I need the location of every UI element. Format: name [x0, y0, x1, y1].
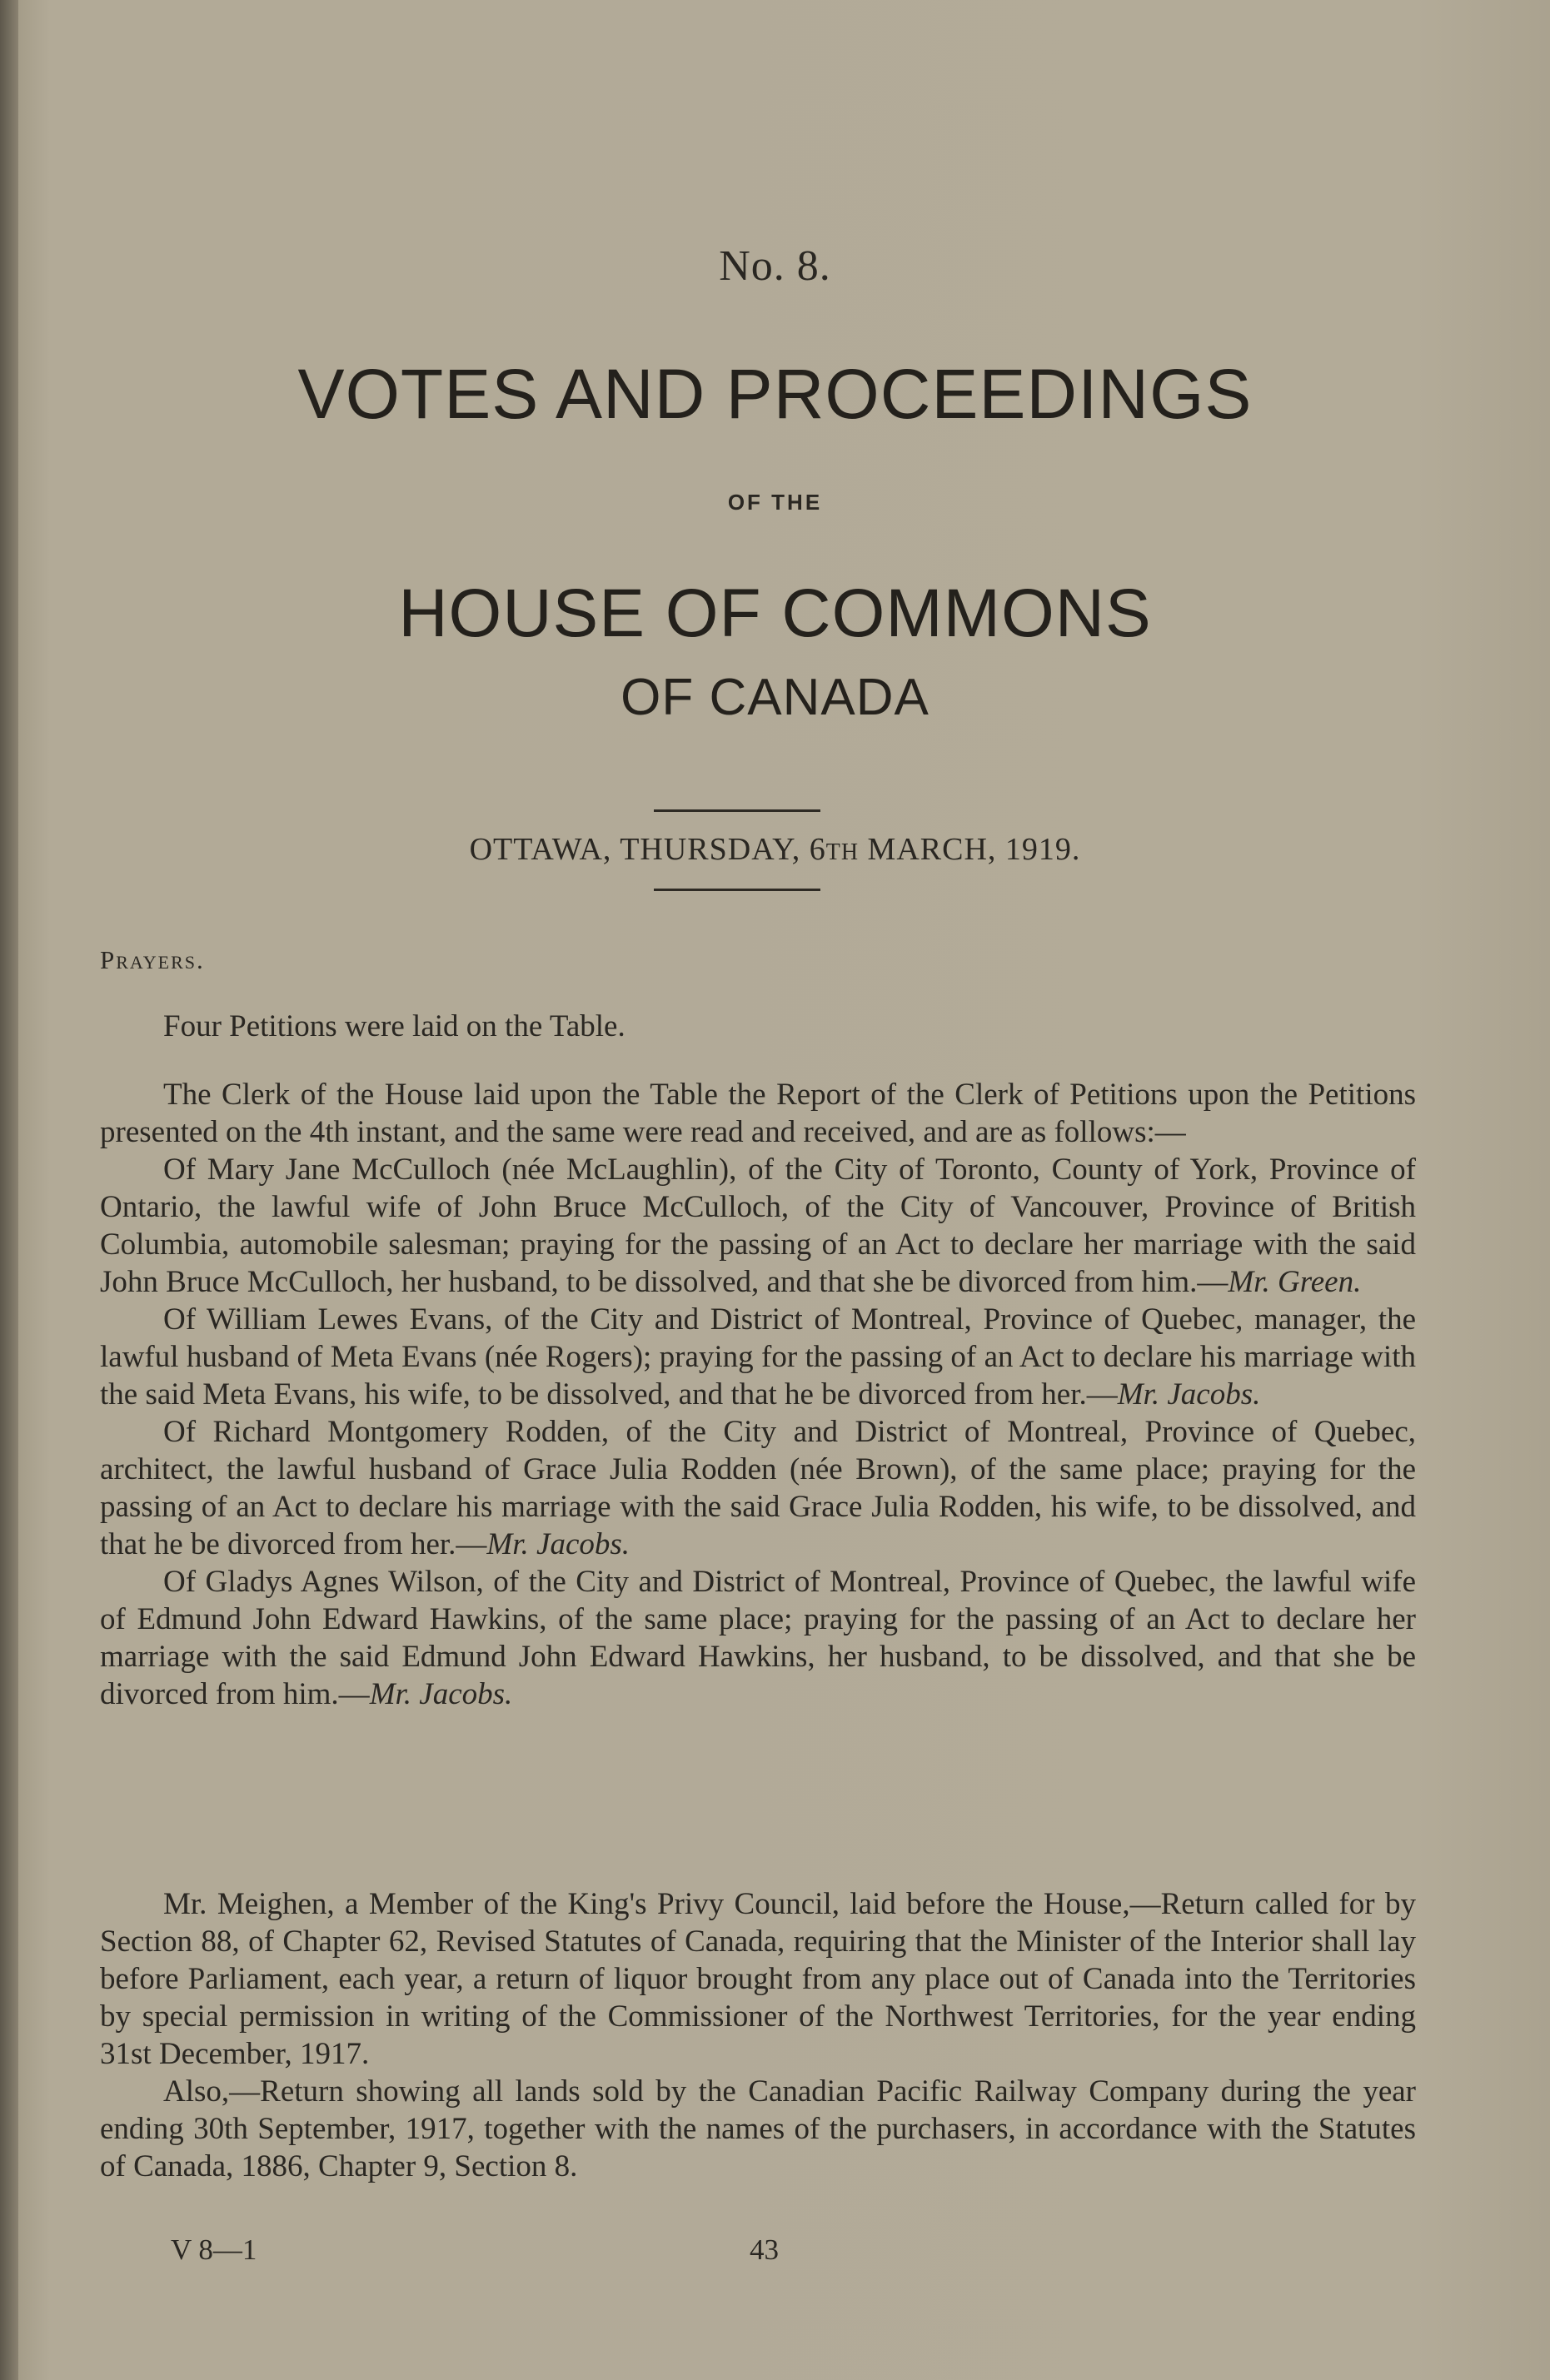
petitions-laid	[100, 1008, 1416, 1045]
meighen-section	[100, 1885, 1416, 2185]
petition-member: Mr. Jacobs.	[369, 1677, 513, 1711]
meighen-return-paragraph: Mr. Meighen, a Member of the King's Privy Council, laid before the House,—Return called for by Section 88, of Chapter 62, Revised Statutes of Canada, requiring that the Minister of the Interior shall lay before Parliament, each year, a return of liquor brought from any place out of Canada into the Territories by special permission in writing of the Commissioner of the Northwest Territories, for the year ending 31st December, 1917.	[100, 1887, 1416, 2071]
dateline-month-year: MARCH, 1919.	[859, 832, 1081, 867]
petition-text: Of Gladys Agnes Wilson, of the City and District of Montreal, Province of Quebec, the lawful wife of Edmund John Edward Hawkins, of the same place; praying for the passing of an Act to declare her marriage with the said Edmund John Edward Hawkins, her husband, to be dissolved, and that she be divorced from him.—	[100, 1565, 1416, 1711]
petition-text: Of William Lewes Evans, of the City and District of Montreal, Province of Quebec, manager, the lawful husband of Meta Evans (née Rogers); praying for the passing of an Act to declare his marriage with the said Meta Evans, his wife, to be dissolved, and that he be divorced from her.—	[100, 1302, 1416, 1412]
petitions-laid-text: Four Petitions were laid on the Table.	[163, 1009, 625, 1043]
petition-text: Of Mary Jane McCulloch (née McLaughlin), of the City of Toronto, County of York, Province of Ontario, the lawful wife of John Bruce McCulloch, of the City of Vancouver, Province of British Columbia, automobile salesman; praying for the passing of an Act to declare her marriage with the said John Bruce McCulloch, her husband, to be dissolved, and that she be divorced from him.—	[100, 1153, 1416, 1299]
prayers-heading	[100, 941, 1416, 978]
title-votes-and-proceedings: VOTES AND PROCEEDINGS	[297, 355, 1253, 433]
petition-paragraph	[100, 1151, 1416, 1301]
signature-mark: V 8—1	[171, 2233, 257, 2266]
dateline-ordinal: TH	[825, 839, 860, 865]
petition-text: Of Richard Montgomery Rodden, of the City and District of Montreal, Province of Quebec, architect, the lawful husband of Grace Julia Rodden (née Brown), of the same place; praying for the passing of an Act to declare his marriage with the said Grace Julia Rodden, his wife, to be dissolved, and that he be divorced from her.—	[100, 1415, 1416, 1561]
also-return-paragraph: Also,—Return showing all lands sold by the Canadian Pacific Railway Company during the year ending 30th September, 1917, together with the names of the purchasers, in accordance with the Statutes of Canada, 1886, Chapter 9, Section 8.	[100, 2074, 1416, 2183]
dateline	[0, 831, 1550, 868]
title-house-of-commons: HOUSE OF COMMONS	[398, 575, 1152, 651]
petition-member: Mr. Jacobs.	[486, 1527, 630, 1561]
petition-paragraph	[100, 1413, 1416, 1563]
dateline-place-day: OTTAWA, THURSDAY, 6	[469, 832, 826, 867]
rule-top	[654, 809, 820, 812]
petition-member: Mr. Green.	[1228, 1265, 1362, 1299]
petition-paragraph	[100, 1301, 1416, 1413]
petition-member: Mr. Jacobs.	[1117, 1377, 1261, 1412]
clerk-section	[100, 1076, 1416, 1713]
clerk-report-paragraph: The Clerk of the House laid upon the Table the Report of the Clerk of Petitions upon the Petitions presented on the 4th instant, and the same were read and received, and are as follows:—	[100, 1078, 1416, 1149]
title-of-the: OF THE	[727, 490, 823, 515]
rule-bottom	[654, 889, 820, 891]
petition-paragraph	[100, 1563, 1416, 1713]
page-number: 43	[750, 2233, 779, 2266]
issue-number: No. 8.	[719, 242, 831, 290]
title-of-canada: OF CANADA	[620, 669, 930, 726]
prayers-text: Prayers.	[100, 945, 205, 974]
